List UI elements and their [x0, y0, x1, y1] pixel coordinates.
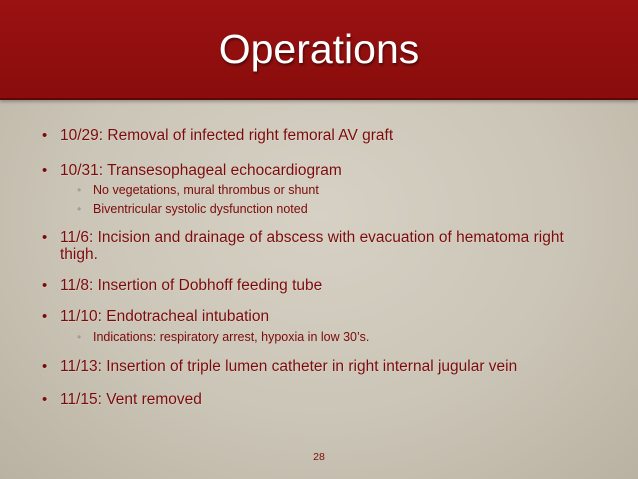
bullet-icon: •	[42, 358, 48, 375]
bullet-text: 11/10: Endotracheal intubation	[60, 308, 270, 325]
sub-bullet-icon: •	[77, 183, 82, 197]
bullet-icon: •	[42, 391, 48, 408]
bullet-text: 10/31: Transesophageal echocardiogram	[60, 162, 342, 179]
sub-item-text: Indications: respiratory arrest, hypoxia in low 30’s.	[93, 330, 370, 344]
sub-item-text: Biventricular systolic dysfunction noted	[93, 202, 308, 216]
bullet-text: 11/8: Insertion of Dobhoff feeding tube	[60, 277, 323, 294]
bullet-item-4	[42, 277, 580, 294]
bullet-item-1	[42, 127, 580, 144]
bullet-text: 11/6: Incision and drainage of abscess with evacuation of hematoma right thigh.	[60, 229, 564, 263]
slide-title: Operations	[218, 26, 420, 72]
bullet-icon: •	[42, 162, 48, 179]
bullet-icon: •	[42, 229, 48, 246]
sub-item-text: No vegetations, mural thrombus or shunt	[93, 183, 319, 197]
bullet-item-7	[42, 391, 580, 408]
bullet-text: 11/13: Insertion of triple lumen catheter in right internal jugular vein	[60, 358, 518, 375]
bullet-item-6	[42, 358, 580, 375]
bullet-text: 11/15: Vent removed	[60, 391, 202, 408]
bullet-icon: •	[42, 127, 48, 144]
sub-item	[77, 330, 573, 344]
bullet-item-3	[42, 229, 580, 263]
bullet-item-5	[42, 308, 580, 325]
page-number: 28	[313, 451, 325, 463]
sub-bullet-icon: •	[77, 330, 82, 344]
sub-item	[77, 183, 573, 197]
title-bar	[0, 0, 638, 100]
sub-bullet-icon: •	[77, 202, 82, 216]
bullet-icon: •	[42, 308, 48, 325]
bullet-text: 10/29: Removal of infected right femoral AV graft	[60, 127, 394, 144]
bullet-item-2	[42, 162, 580, 179]
sub-item	[77, 202, 573, 216]
bullet-icon: •	[42, 277, 48, 294]
